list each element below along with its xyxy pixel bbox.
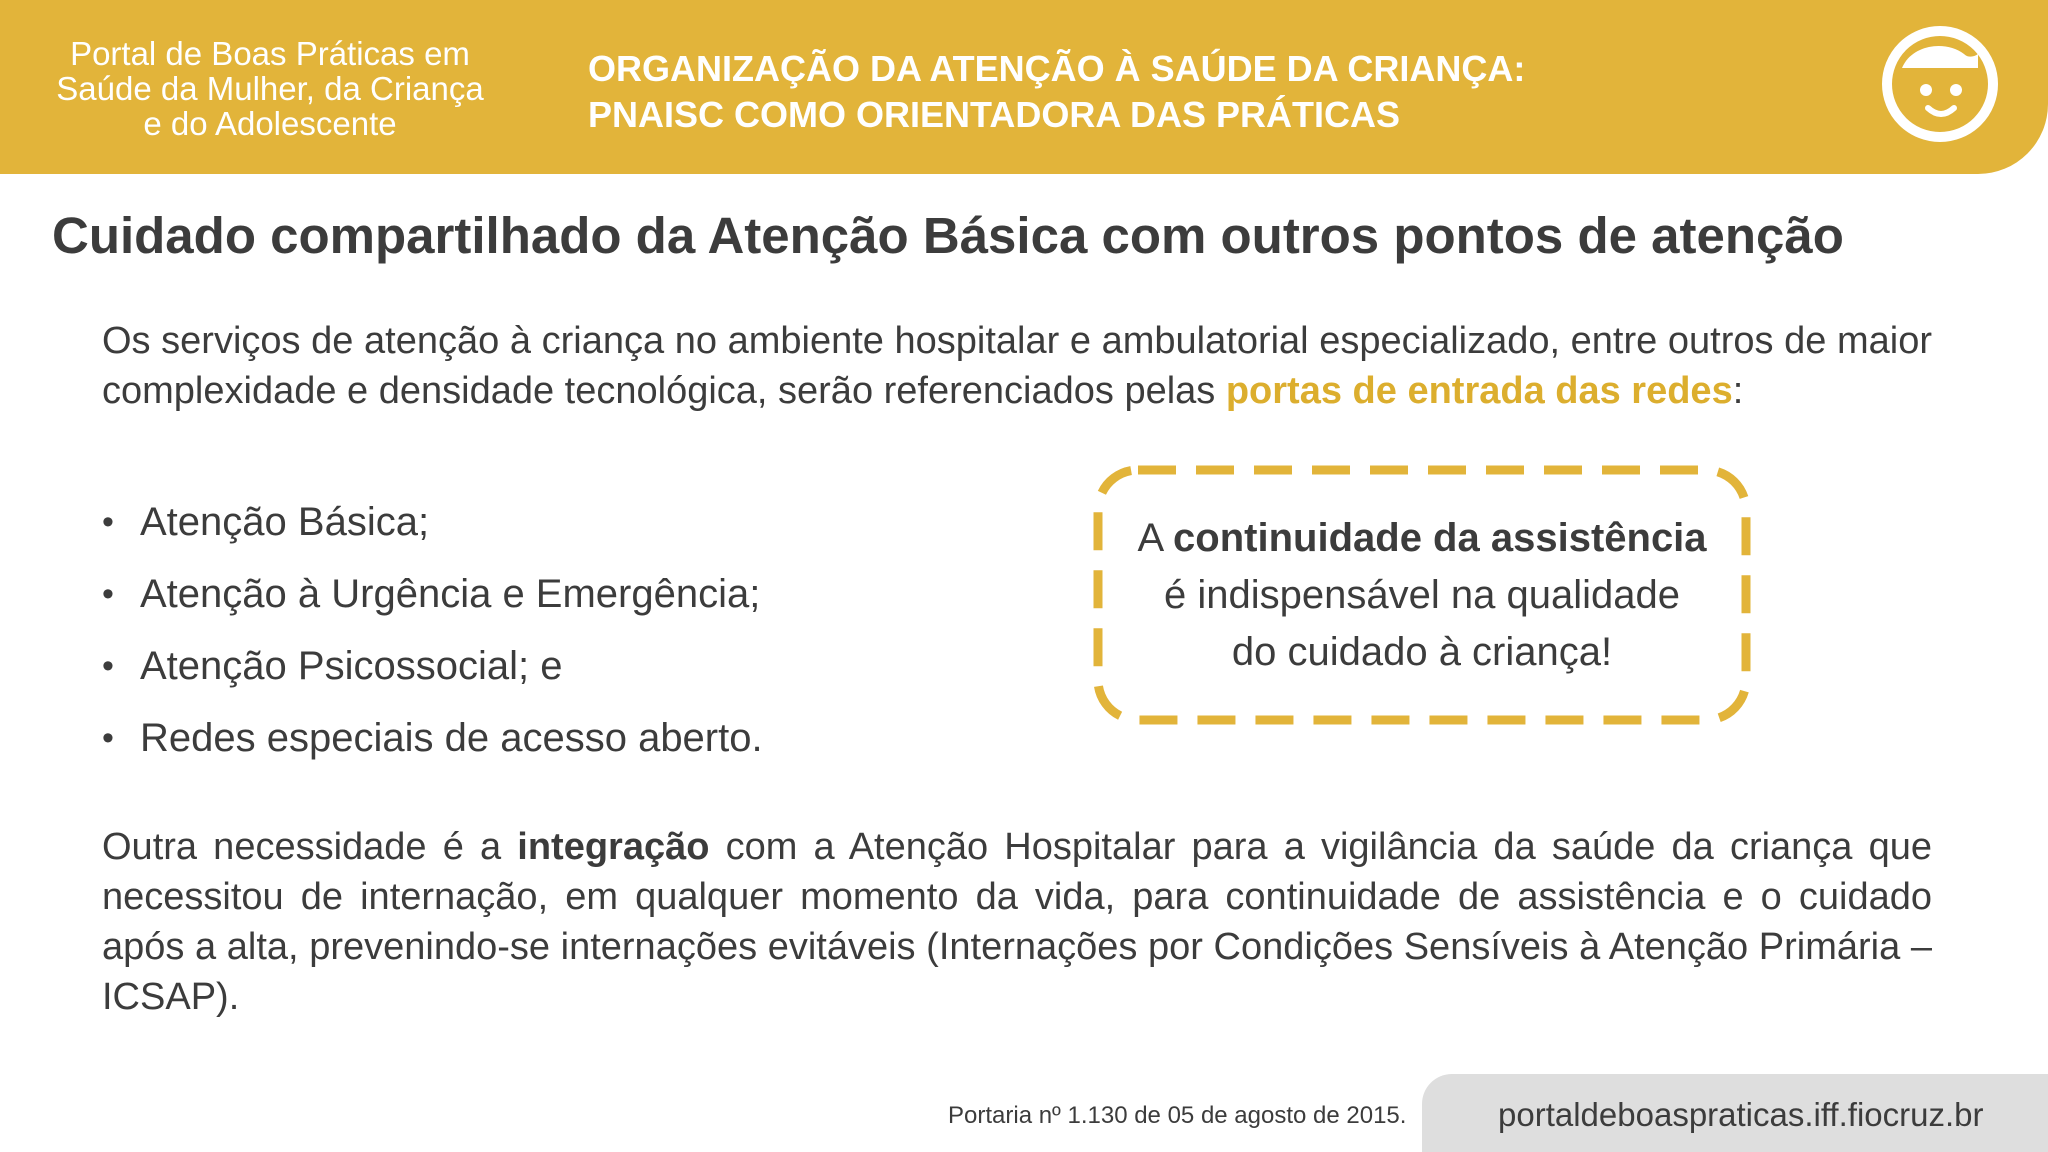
bullet-icon: • — [102, 575, 114, 613]
callout-text — [1092, 510, 1752, 681]
callout-prefix: A — [1137, 516, 1174, 560]
child-face-icon — [1880, 24, 2000, 144]
callout-bold: continuidade da assistência — [1173, 516, 1707, 560]
bullet-list — [102, 486, 763, 774]
list-item-label: Atenção Psicossocial; e — [140, 644, 563, 688]
course-title — [588, 46, 1525, 138]
course-title-line: PNAISC COMO ORIENTADORA DAS PRÁTICAS — [588, 94, 1401, 135]
intro-paragraph — [102, 316, 1932, 416]
course-title-line: ORGANIZAÇÃO DA ATENÇÃO À SAÚDE DA CRIANÇA: — [588, 48, 1526, 89]
intro-suffix: : — [1732, 370, 1744, 412]
portal-title-line: Portal de Boas Práticas em — [70, 35, 470, 72]
closing-paragraph — [102, 822, 1932, 1022]
list-item — [102, 486, 763, 558]
bullet-icon: • — [102, 719, 114, 757]
closing-text: com a Atenção Hospitalar para a vigilância da saúde da criança que necessitou de internação, em qualquer momento da vida, para continuidade de assistência e o cuidado após a alta, prevenindo-se internações evitáveis (Internações por Condições Sensíveis à Atenção Primária – ICSAP). — [102, 826, 1932, 1018]
list-item — [102, 630, 763, 702]
section-title: Cuidado compartilhado da Atenção Básica com outros pontos de atenção — [52, 207, 1844, 264]
list-item — [102, 702, 763, 774]
bullet-icon: • — [102, 503, 114, 541]
header-bar — [0, 0, 2048, 174]
list-item-label: Redes especiais de acesso aberto. — [140, 716, 763, 760]
footer-url-box — [1422, 1074, 2048, 1152]
bullet-icon: • — [102, 647, 114, 685]
portal-title — [40, 36, 500, 141]
callout-box — [1092, 464, 1752, 726]
callout-line: é indispensável na qualidade — [1164, 573, 1680, 617]
list-item — [102, 558, 763, 630]
list-item-label: Atenção Básica; — [140, 500, 430, 544]
portal-title-line: e do Adolescente — [143, 105, 397, 142]
footer-url-link[interactable]: portaldeboaspraticas.iff.fiocruz.br — [1498, 1096, 1984, 1133]
closing-prefix: Outra necessidade é a — [102, 826, 518, 868]
list-item-label: Atenção à Urgência e Emergência; — [140, 572, 761, 616]
portal-title-line: Saúde da Mulher, da Criança — [56, 70, 484, 107]
intro-highlight: portas de entrada das redes — [1225, 370, 1733, 412]
intro-text: Os serviços de atenção à criança no ambiente hospitalar e ambulatorial especializado, entre outros de maior complexidade e densidade tecnológica, serão referenciados pelas — [102, 320, 1932, 412]
footer-source: Portaria nº 1.130 de 05 de agosto de 2015. — [948, 1102, 1407, 1129]
callout-line: do cuidado à criança! — [1231, 630, 1613, 674]
closing-bold: integração — [517, 826, 710, 868]
